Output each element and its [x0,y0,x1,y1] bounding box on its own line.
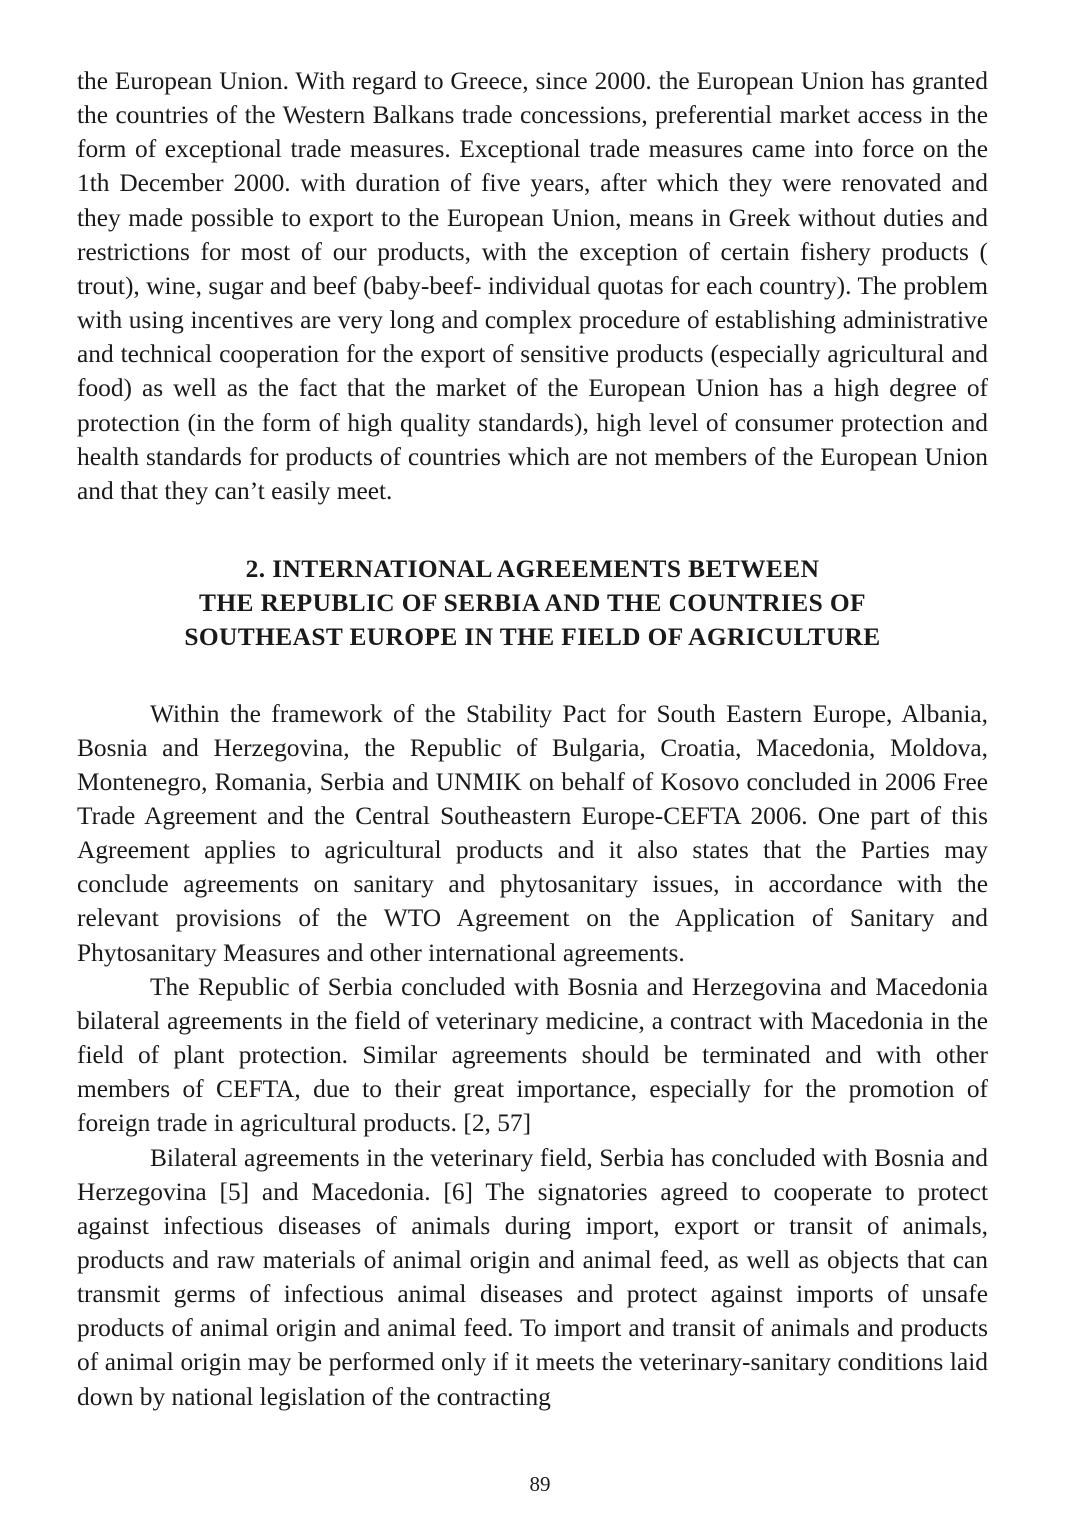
section-heading-line-1: 2. INTERNATIONAL AGREEMENTS BETWEEN [245,555,820,584]
paragraph-eu-trade-measures: the European Union. With regard to Greece, since 2000. the European Union has granted the countries of the Western Balkans trade concessions, preferential market access in the form of exceptional trade measures. Exceptional trade measures came into force on the 1th December 2000. with duration of five years, after which they were renovated and they made possible to export to the European Union, means in Greek without duties and restrictions for most of our products, with the exception of certain fishery products ( trout), wine, sugar and beef (baby-beef- individual quotas for each country). The problem with using incentives are very long and complex procedure of establishing administrative and technical cooperation for the export of sensitive products (especially agricultural and food) as well as the fact that the market of the European Union has a high degree of protection (in the form of high quality standards), high level of consumer protection and health standards for products of countries which are not members of the European Union and that they can’t easily meet. [77,67,988,505]
page-number: 89 [529,1472,551,1496]
section-heading-line-2: THE REPUBLIC OF SERBIA AND THE COUNTRIES OF [199,589,866,618]
paragraph-bilateral-agreements: The Republic of Serbia concluded with Bosnia and Herzegovina and Macedonia bilateral agreements in the field of veterinary medicine, a contract with Macedonia in the field of plant protection. Similar agreements should be terminated and with other members of CEFTA, due to their great importance, especially for the promotion of foreign trade in agricultural products. [2, 57] [77,972,988,1138]
section-heading [77,552,988,654]
paragraph-stability-pact: Within the framework of the Stability Pact for South Eastern Europe, Albania, Bosnia and Herzegovina, the Republic of Bulgaria, Croatia, Macedonia, Moldova, Montenegro, Romania, Serbia and UNMIK on behalf of Kosovo concluded in 2006 Free Trade Agreement and the Central Southeastern Europe-CEFTA 2006. One part of this Agreement applies to agricultural products and it also states that the Parties may conclude agreements on sanitary and phytosanitary issues, in accordance with the relevant provisions of the WTO Agreement on the Application of Sanitary and Phytosanitary Measures and other international agreements. [77,699,988,967]
paragraph-veterinary-field: Bilateral agreements in the veterinary field, Serbia has concluded with Bosnia and Herzegovina [5] and Macedonia. [6] The signatories agreed to cooperate to protect against infectious diseases of animals during import, export or transit of animals, products and raw materials of animal origin and animal feed, as well as objects that can transmit germs of infectious animal diseases and protect against imports of unsafe products of animal origin and animal feed. To import and transit of animals and products of animal origin may be performed only if it meets the veterinary-sanitary conditions laid down by national legislation of the contracting [77,1143,988,1411]
section-heading-line-3: SOUTHEAST EUROPE IN THE FIELD OF AGRICULTURE [184,623,881,652]
page-body [77,64,988,1414]
